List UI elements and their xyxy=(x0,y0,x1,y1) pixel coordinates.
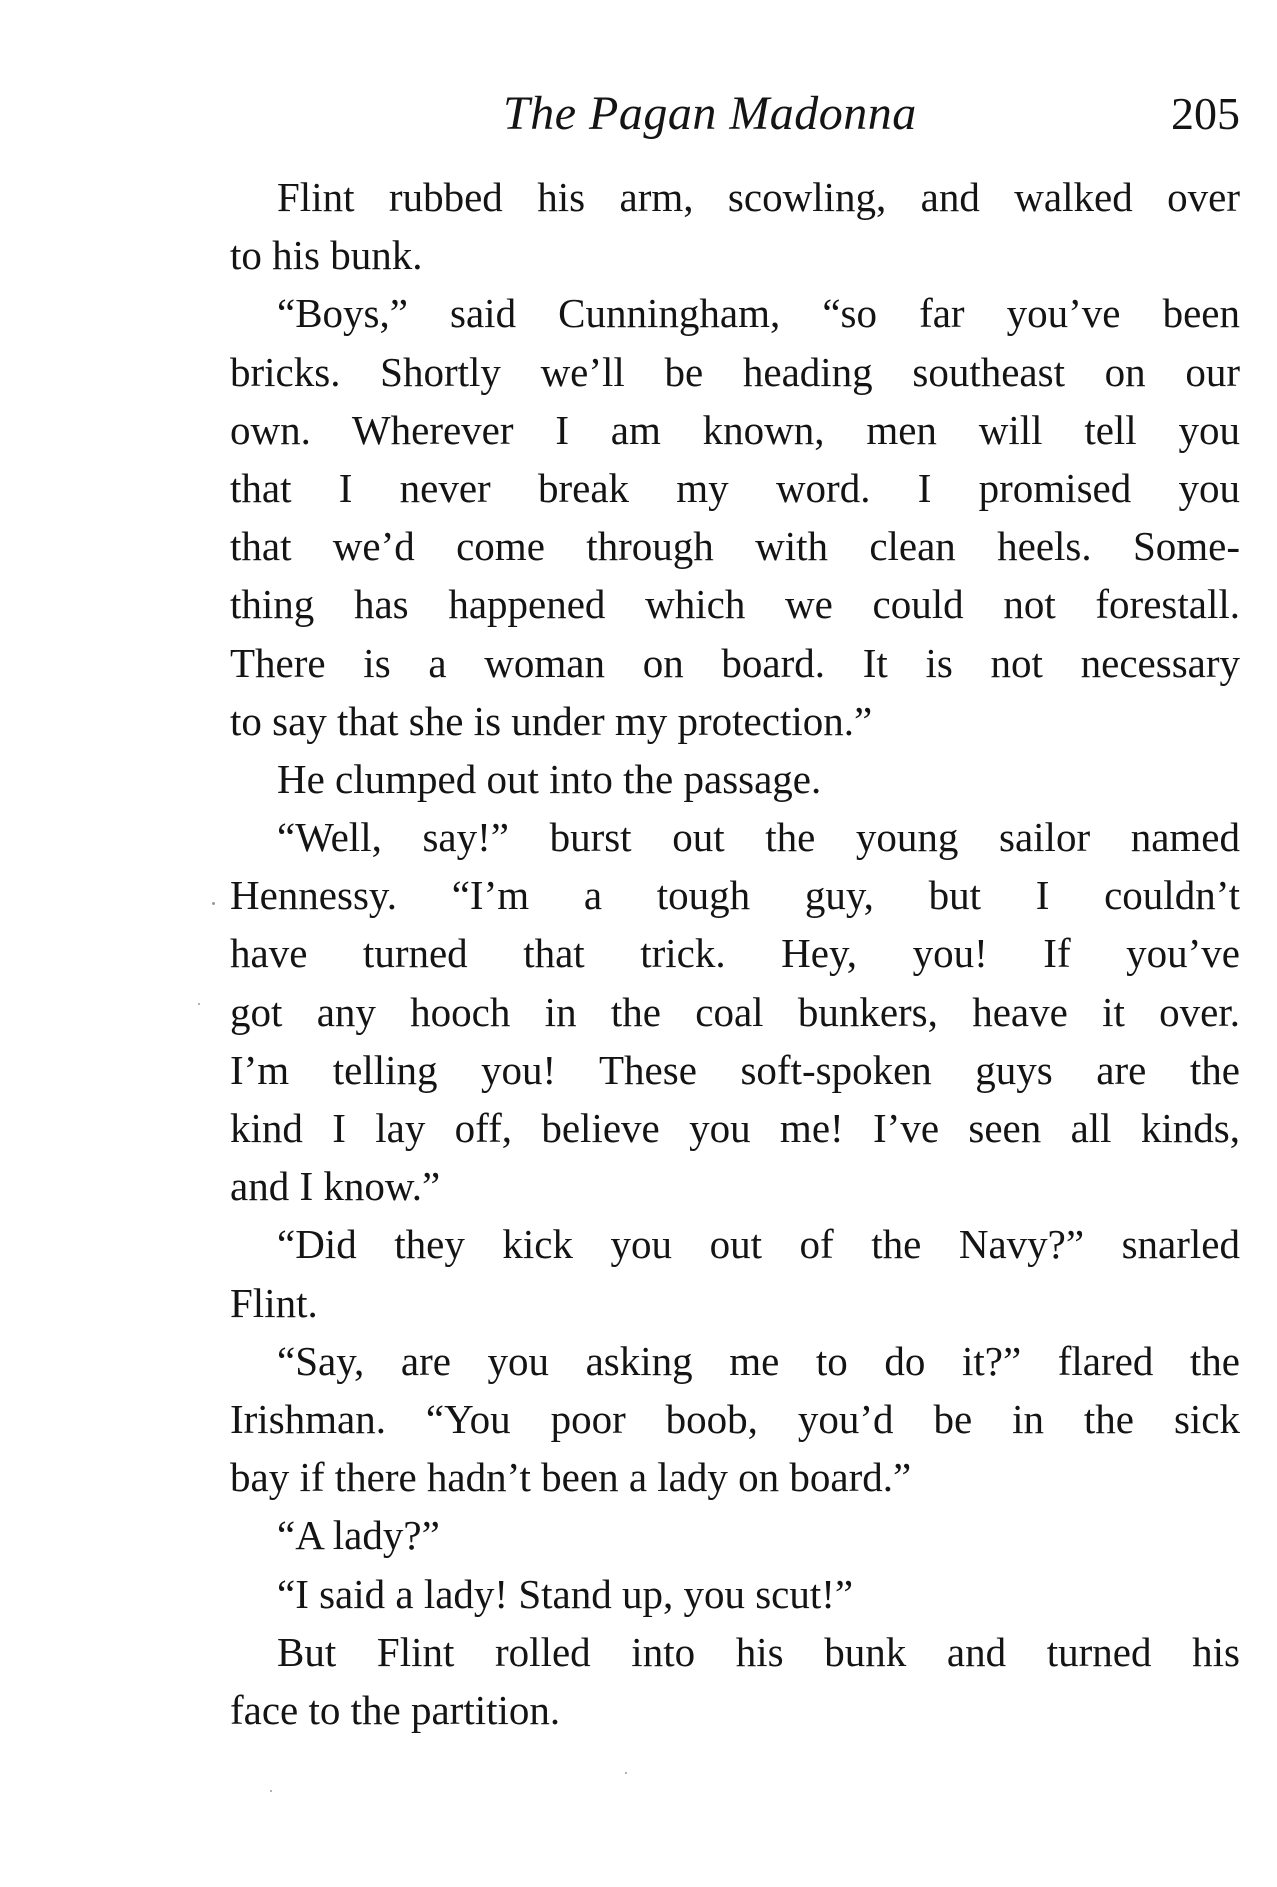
text-line: own. Wherever I am known, men will tell you xyxy=(230,406,1240,453)
text-line: Flint rubbed his arm, scowling, and walked over xyxy=(277,174,1240,220)
scan-speck xyxy=(212,902,215,905)
text-line: face to the partition. xyxy=(230,1686,561,1733)
text-line: Irishman. “You poor boob, you’d be in the sick xyxy=(230,1395,1240,1442)
text-line: to say that she is under my protection.” xyxy=(230,697,873,744)
text-line: thing has happened which we could not forestall. xyxy=(230,581,1240,628)
text-line: “I said a lady! Stand up, you scut!” xyxy=(277,1570,854,1617)
text-line: kind I lay off, believe you me! I’ve seen all kinds, xyxy=(230,1105,1240,1151)
text-line: Flint. xyxy=(230,1279,318,1326)
page-number: 205 xyxy=(1171,88,1240,139)
text-line: and I know.” xyxy=(230,1163,441,1210)
text-line: I’m telling you! These soft-spoken guys are the xyxy=(230,1046,1240,1093)
text-line: to his bunk. xyxy=(230,232,423,279)
text-line: that I never break my word. I promised you xyxy=(230,464,1240,511)
text-line: “Boys,” said Cunningham, “so far you’ve been xyxy=(277,290,1240,337)
text-line: “A lady?” xyxy=(277,1512,440,1559)
scan-speck xyxy=(625,1772,627,1774)
scan-speck xyxy=(198,1003,200,1005)
text-line: Hennessy. “I’m a tough guy, but I couldn’t xyxy=(230,872,1240,919)
running-head xyxy=(230,86,1240,146)
text-line: He clumped out into the passage. xyxy=(277,755,822,802)
running-title: The Pagan Madonna xyxy=(503,87,917,140)
text-line: “Well, say!” burst out the young sailor named xyxy=(277,814,1240,861)
text-line: have turned that trick. Hey, you! If you’ve xyxy=(230,930,1240,977)
text-line: “Did they kick you out of the Navy?” snarled xyxy=(277,1221,1240,1268)
text-line: But Flint rolled into his bunk and turned his xyxy=(277,1628,1240,1675)
body-text xyxy=(230,168,1240,1739)
text-line: got any hooch in the coal bunkers, heave it over. xyxy=(230,988,1240,1035)
text-line: bricks. Shortly we’ll be heading southeast on our xyxy=(230,348,1240,395)
text-line: that we’d come through with clean heels. Some- xyxy=(230,523,1240,570)
text-line: “Say, are you asking me to do it?” flared the xyxy=(277,1337,1240,1384)
text-line: There is a woman on board. It is not necessary xyxy=(230,639,1240,686)
scan-speck xyxy=(270,1790,272,1792)
text-line: bay if there hadn’t been a lady on board.” xyxy=(230,1454,912,1501)
